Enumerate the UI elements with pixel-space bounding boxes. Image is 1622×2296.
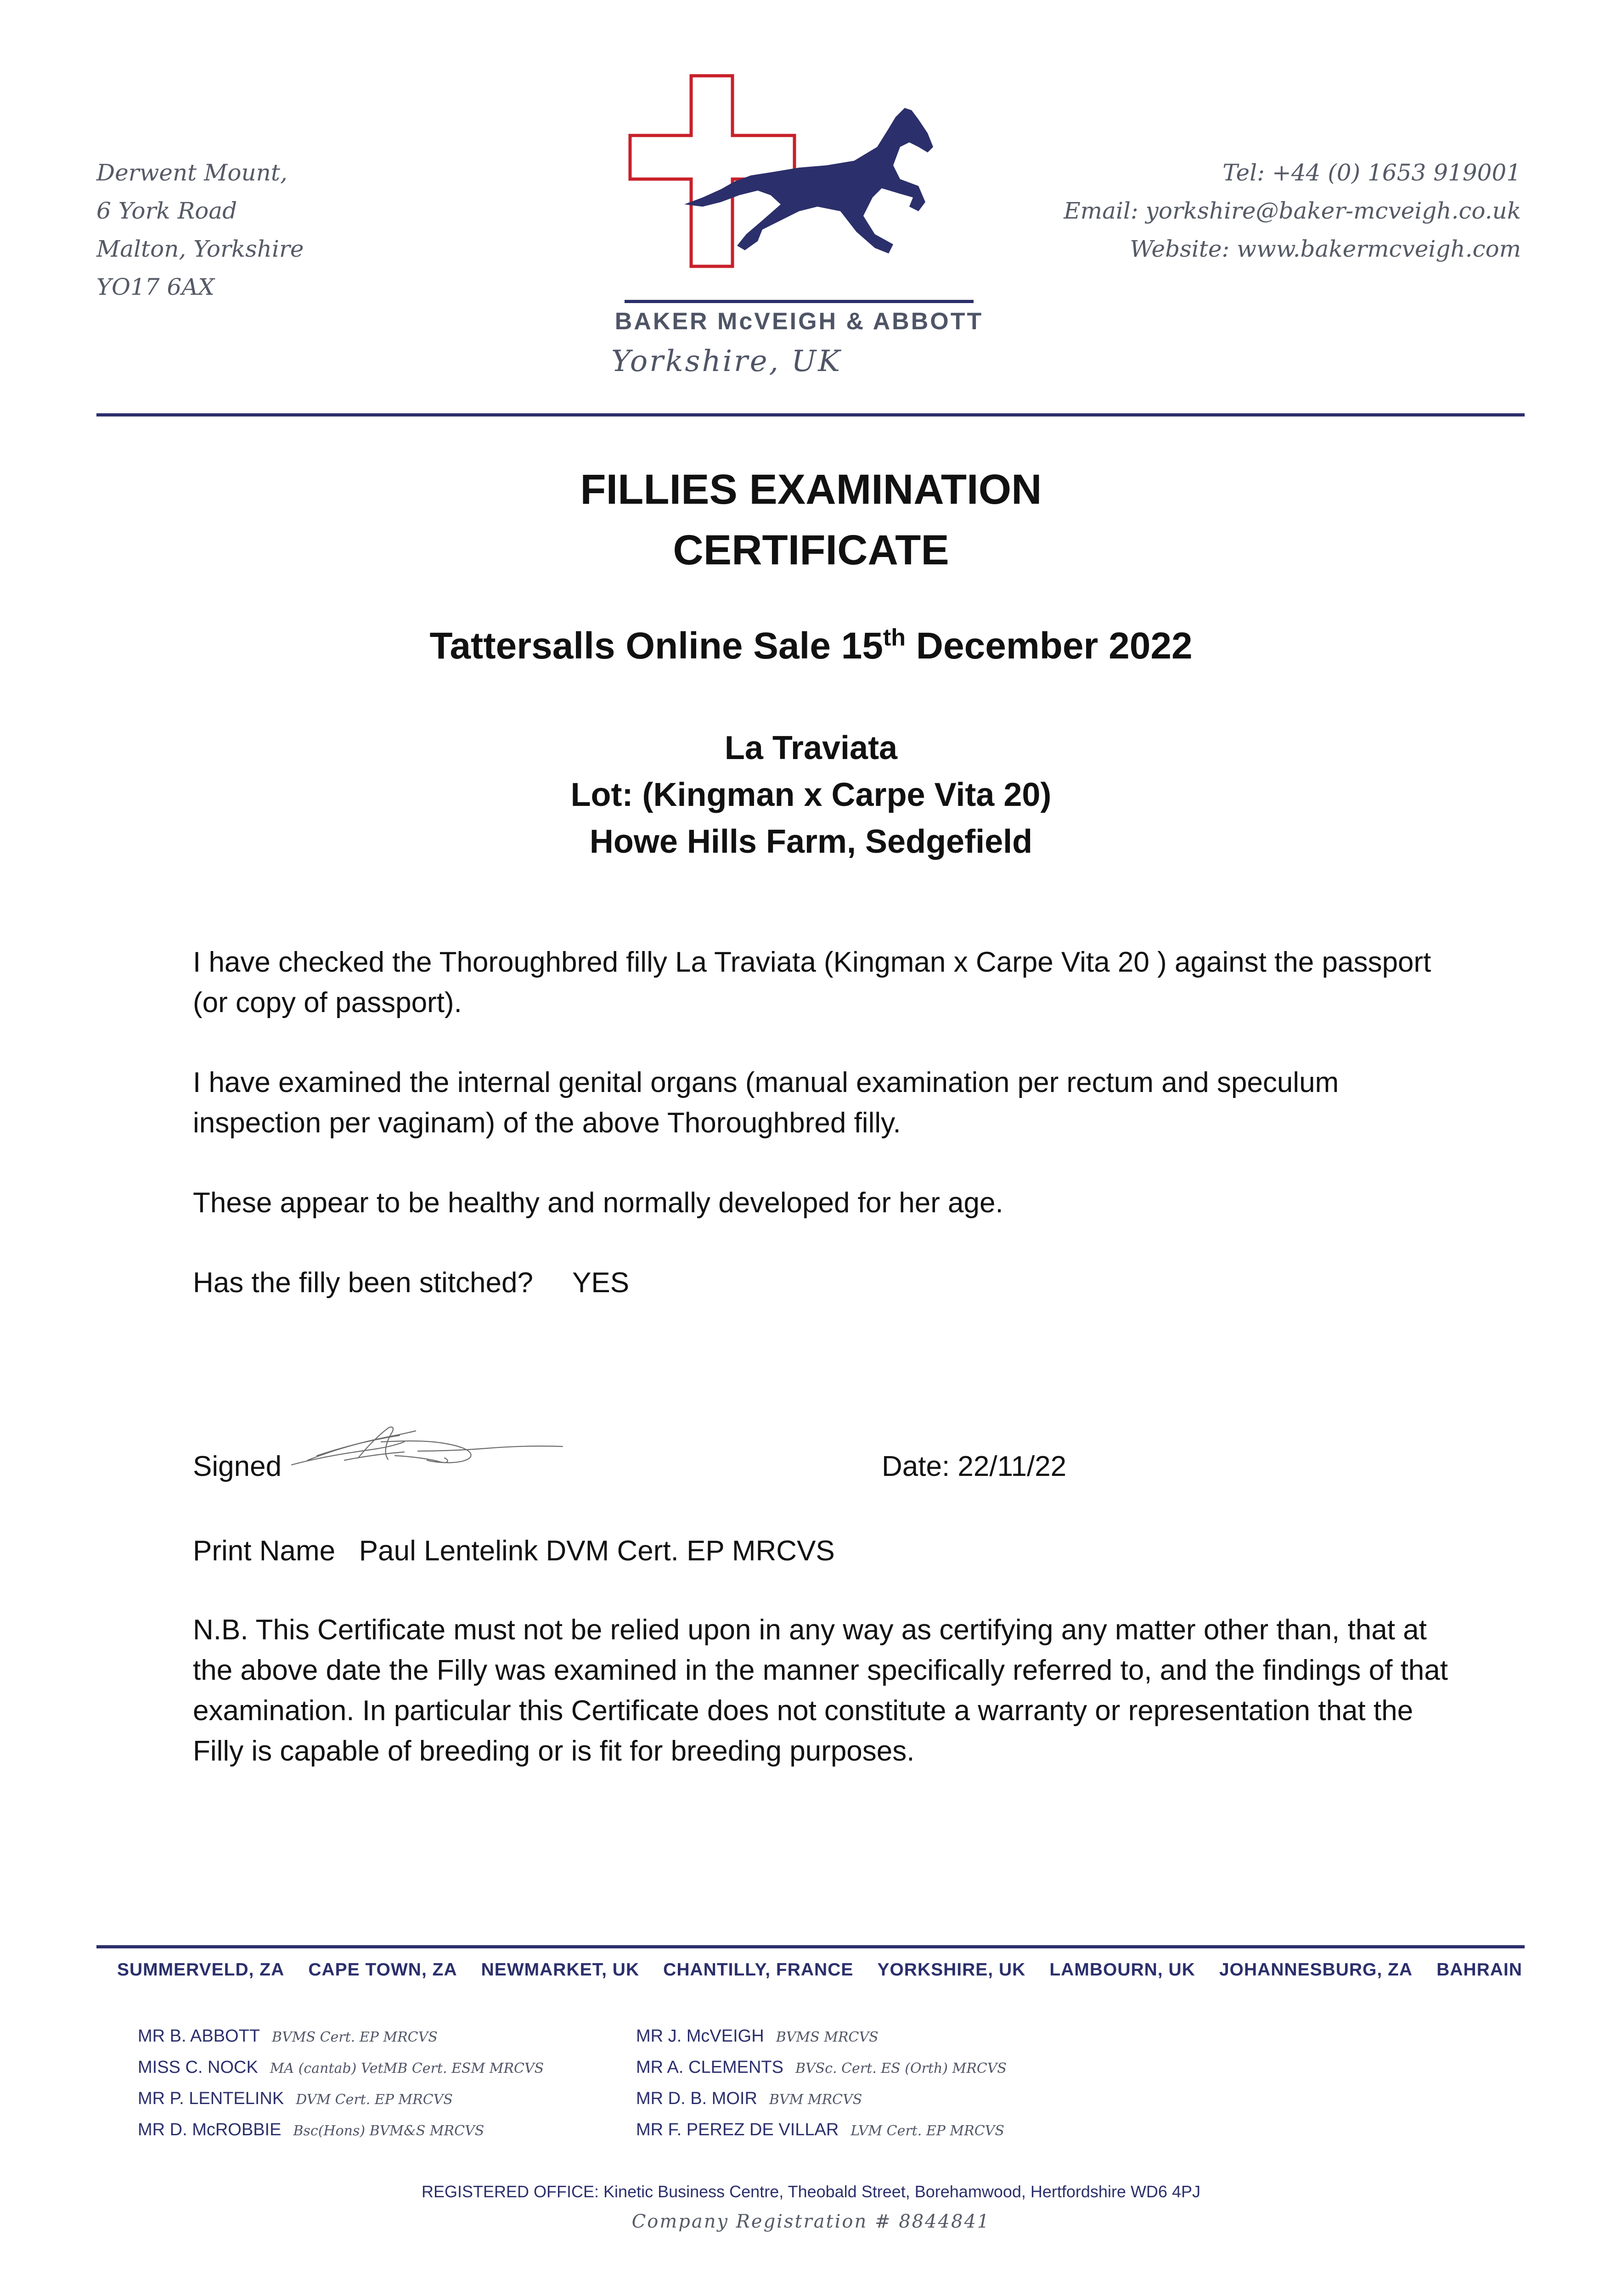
staff-entry (138, 2114, 544, 2145)
staff-list-left (138, 2020, 544, 2145)
office-address (96, 154, 304, 306)
staff-list-right (636, 2020, 1007, 2145)
signed-label: Signed (193, 1451, 282, 1482)
staff-qualification: LVM Cert. EP MRCVS (850, 2123, 1004, 2139)
staff-qualification: MA (cantab) VetMB Cert. ESM MRCVS (270, 2060, 544, 2077)
lot-line: Lot: (Kingman x Carpe Vita 20) (570, 777, 1052, 813)
location-item: SUMMERVELD, ZA (117, 1960, 285, 1980)
staff-entry (636, 2020, 1007, 2052)
staff-entry (636, 2114, 1007, 2145)
staff-qualification: BVMS MRCVS (776, 2029, 879, 2045)
staff-entry (636, 2083, 1007, 2114)
horse-name: La Traviata (724, 730, 898, 766)
horse-cross-logo-icon (625, 73, 974, 312)
address-line: YO17 6AX (96, 274, 215, 300)
email-link[interactable]: Email: yorkshire@baker-mcveigh.co.uk (1064, 197, 1521, 224)
examination-paragraph: I have examined the internal genital organs (manual examination per rectum and speculum inspection per vaginam) of the above Thoroughbred filly. (193, 1067, 1339, 1139)
footer-divider (96, 1945, 1525, 1948)
staff-qualification: BVSc. Cert. ES (Orth) MRCVS (795, 2060, 1007, 2077)
staff-name: MR B. ABBOTT (138, 2026, 260, 2046)
staff-entry (138, 2020, 544, 2052)
passport-check-paragraph: I have checked the Thoroughbred filly La Traviata (Kingman x Carpe Vita 20 ) against the passport (or copy of passport). (193, 946, 1431, 1019)
staff-name: MR D. B. MOIR (636, 2089, 757, 2108)
staff-qualification: BVMS Cert. EP MRCVS (272, 2029, 438, 2045)
staff-name: MR J. McVEIGH (636, 2026, 764, 2046)
company-name: BAKER McVEIGH & ABBOTT (614, 308, 984, 335)
staff-qualification: DVM Cert. EP MRCVS (296, 2092, 453, 2108)
address-line: Derwent Mount, (96, 159, 287, 186)
farm-line: Howe Hills Farm, Sedgefield (589, 823, 1033, 860)
location-item: JOHANNESBURG, ZA (1219, 1960, 1413, 1980)
disclaimer-paragraph: N.B. This Certificate must not be relied upon in any way as certifying any matter other than, that at the above date the Filly was examined in the manner specifically referred to, and the findings of that examination. In particular this Certificate does not constitute a warranty or representation that the Filly is capable of breeding or is fit for breeding purposes. (193, 1614, 1448, 1767)
phone-text: Tel: +44 (0) 1653 919001 (1222, 159, 1521, 186)
registered-office: REGISTERED OFFICE: Kinetic Business Centre, Theobald Street, Borehamwood, Hertfordshire WD6 4PJ (422, 2182, 1200, 2201)
contact-details (1064, 154, 1521, 268)
staff-entry (636, 2052, 1007, 2083)
address-line: 6 York Road (96, 197, 237, 224)
staff-name: MR P. LENTELINK (138, 2089, 284, 2108)
website-link[interactable]: Website: www.bakermcveigh.com (1130, 236, 1521, 262)
staff-name: MR F. PEREZ DE VILLAR (636, 2120, 839, 2139)
location-item: YORKSHIRE, UK (877, 1960, 1026, 1980)
print-name-line: Print Name Paul Lentelink DVM Cert. EP MRCVS (193, 1535, 835, 1567)
staff-entry (138, 2052, 544, 2083)
staff-name: MISS C. NOCK (138, 2058, 258, 2077)
horse-details (0, 725, 1622, 865)
health-paragraph: These appear to be healthy and normally developed for her age. (193, 1187, 1003, 1219)
staff-name: MR A. CLEMENTS (636, 2058, 783, 2077)
staff-name: MR D. McROBBIE (138, 2120, 282, 2139)
location-item: LAMBOURN, UK (1049, 1960, 1195, 1980)
sale-title: Tattersalls Online Sale 15th December 2022 (429, 624, 1193, 667)
document-title: FILLIES EXAMINATION CERTIFICATE (580, 466, 1042, 574)
address-line: Malton, Yorkshire (96, 236, 304, 262)
staff-qualification: Bsc(Hons) BVM&S MRCVS (293, 2123, 484, 2139)
staff-entry (138, 2083, 544, 2114)
signature-image (289, 1414, 565, 1483)
location-item: CHANTILLY, FRANCE (663, 1960, 854, 1980)
company-registration: Company Registration # 8844841 (631, 2211, 991, 2232)
location-item: NEWMARKET, UK (481, 1960, 640, 1980)
location-item: BAHRAIN (1436, 1960, 1522, 1980)
company-location: Yorkshire, UK (611, 344, 842, 378)
office-locations (117, 1960, 1522, 1980)
stitched-answer: Has the filly been stitched? YES (193, 1267, 630, 1299)
date-field: Date: 22/11/22 (882, 1451, 1067, 1482)
staff-qualification: BVM MRCVS (769, 2092, 862, 2108)
header-divider (96, 413, 1525, 416)
location-item: CAPE TOWN, ZA (308, 1960, 457, 1980)
